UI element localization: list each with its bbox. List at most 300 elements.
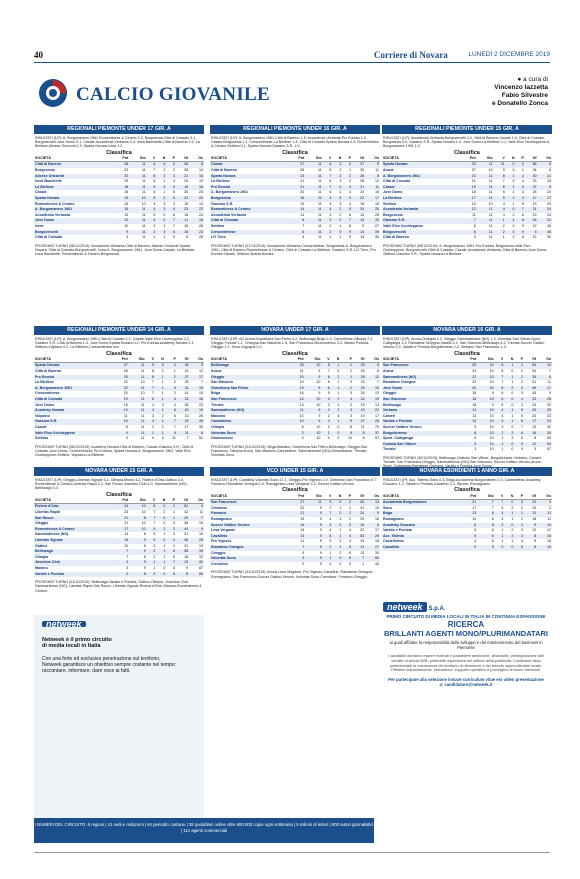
stat-cell: 28 [184, 168, 189, 172]
stat-cell: 45 [532, 391, 537, 396]
team-name: Gravellona San Pietro [210, 386, 288, 392]
team-name: Casale [35, 424, 47, 429]
stat-cell: 6 [494, 185, 506, 191]
stat-cell: 8 [173, 565, 175, 570]
stat-cell: 25 [460, 363, 477, 369]
stat-cell: 6 [173, 413, 176, 418]
column-header: Gio [477, 156, 494, 162]
team-name: Trecate [211, 402, 224, 407]
stat-cell: 3 [342, 523, 352, 529]
panel-title: REGIONALI PIEMONTE UNDER 15 GIR. A [382, 125, 552, 134]
team-name: Città di Cossato [35, 235, 63, 240]
stat-cell: 11 [360, 424, 365, 429]
stat-cell: 15 [199, 391, 203, 396]
team-name: Arona [383, 168, 394, 172]
stat-cell: 3 [321, 419, 330, 425]
stat-cell: 0 [504, 500, 514, 506]
stat-cell: 11 [537, 511, 552, 517]
team-name: Arona [211, 369, 222, 373]
stat-cell: 7 [352, 556, 365, 562]
stat-cell: 8 [125, 424, 128, 429]
team-name: Cireggio [211, 550, 226, 555]
team-name: Volpiano [35, 413, 50, 418]
stat-cell: 12 [112, 218, 129, 224]
stat-cell: 5 [153, 532, 156, 537]
column-header: N [504, 357, 514, 363]
stat-cell: 4 [516, 185, 525, 191]
stat-cell: 5 [501, 505, 504, 510]
stat-cell: 13 [532, 212, 537, 217]
stat-cell: 33 [524, 397, 537, 403]
team-name: Sammartinese (NO) [382, 375, 460, 381]
table-row [34, 235, 204, 241]
team-name: LG Trino [211, 235, 226, 240]
team-name: Castelletese [383, 539, 404, 544]
stat-cell: 11 [305, 196, 322, 202]
stat-cell: 11 [129, 431, 146, 437]
team-name: San Rocco [34, 516, 112, 522]
stat-cell: 20 [460, 386, 477, 392]
stat-cell: 25 [189, 538, 204, 544]
stat-cell: 6 [491, 539, 494, 544]
stat-cell: 11 [317, 190, 322, 195]
stat-cell: 1 [323, 556, 333, 562]
team-name: Oleggio [210, 375, 288, 381]
stat-cell: 24 [177, 419, 190, 425]
stat-cell: 7 [151, 380, 154, 385]
stat-cell: 11 [477, 162, 494, 168]
stat-cell: 5 [521, 201, 524, 206]
team-name: Sparta Novara [382, 162, 460, 168]
column-header: P [514, 357, 524, 363]
stat-cell: 10 [316, 424, 321, 429]
stat-cell: 17 [547, 528, 551, 533]
stat-cell: 2 [323, 218, 333, 224]
team-name: La Biellese [35, 380, 54, 385]
stat-cell: 1 [163, 190, 166, 195]
stat-cell: 3 [288, 556, 305, 562]
stat-cell: 20 [112, 174, 129, 180]
stat-cell: 9 [305, 556, 322, 562]
stat-cell: 22 [360, 528, 365, 533]
stat-cell: 9 [365, 511, 380, 517]
stat-cell: 2 [339, 168, 342, 172]
column-header: Gs [366, 357, 380, 363]
stat-cell: 16 [299, 391, 304, 396]
team-name: Sano [383, 505, 392, 510]
stat-cell: 6 [521, 436, 523, 441]
stat-cell: 10 [141, 201, 146, 206]
stat-cell: 18 [375, 539, 379, 544]
team-name: Casale [210, 162, 288, 168]
stat-cell: 0 [504, 523, 514, 529]
stat-cell: 2 [163, 510, 166, 514]
results-text: RISULTATI (10ª): Oleggio-Libertas Vignale 5-1, Olimpia-Momo 4-2, Riviera d'Orta-Gattico 2-0, Romentinese & Cerano-Libertas Rapid 2-2, San Rocco-Juventus Club 4-0, Sammartinese (NO)-Bellinzago 0-3. [35, 478, 188, 491]
stat-cell: 7 [491, 505, 494, 510]
stat-cell: 1 [163, 543, 166, 548]
stat-cell: 1 [146, 431, 155, 437]
stat-cell: 6 [501, 402, 504, 407]
team-name: Cannobiese [210, 419, 288, 425]
stat-cell: 6 [474, 436, 477, 441]
stat-cell: 8 [350, 424, 353, 429]
results-text: RISULTATI (10ª): AG Arona-Gravellona San Pietro 4-2, Bellinzago-Briga 2-0, Cannobiese-Olimpia 7-2, Oleggio-Trecate 1-1, Omegna-San Maurizio 1-5, San Francesco-Mezzomerico 3-3, Varallo Pombia-Oleggio 1-1, Suno-Vogogna 2-0. [211, 337, 374, 350]
stat-cell: 24 [532, 402, 537, 407]
stat-cell: 9 [349, 561, 351, 566]
stat-cell: 40 [538, 230, 552, 236]
stat-cell: 0 [332, 185, 342, 191]
stat-cell: 28 [353, 375, 366, 381]
ad-contact: Per partecipare alla selezione inviare curriculum vitae e/o video presentazione a: candidature@netweek.it [388, 677, 544, 688]
stat-cell: 2 [339, 212, 342, 217]
stat-cell: 2 [339, 539, 342, 544]
section-logo-icon [38, 78, 68, 108]
stat-cell: 21 [288, 511, 305, 517]
stat-cell: 6 [329, 190, 332, 195]
column-header: Pnt [460, 494, 477, 500]
stat-cell: 17 [524, 419, 537, 425]
stat-cell: 42 [184, 510, 189, 514]
stat-cell: 3 [166, 185, 176, 191]
stat-cell: 11 [140, 436, 145, 441]
stat-cell: 4 [349, 539, 351, 544]
stat-cell: 23 [124, 510, 129, 514]
stat-cell: 6 [477, 534, 494, 540]
stat-cell: 1 [155, 386, 165, 392]
stat-cell: 2 [331, 397, 341, 403]
team-name: Academy Gozzano [382, 523, 460, 529]
stat-cell: 9 [538, 185, 552, 191]
stat-cell: 21 [538, 218, 552, 224]
stat-cell: 7 [302, 223, 305, 228]
stat-cell: 3 [166, 174, 176, 180]
stat-cell: 10 [477, 363, 494, 369]
stat-cell: 1 [495, 442, 505, 448]
stat-cell: 2 [329, 223, 332, 228]
stat-cell: 9 [323, 500, 333, 506]
stat-cell: 23 [189, 230, 204, 236]
stat-cell: 2 [331, 408, 341, 414]
stat-cell: 33 [365, 218, 380, 224]
stat-cell: 5 [538, 162, 552, 168]
stat-cell: 0 [511, 402, 514, 407]
stat-cell: 11 [477, 174, 494, 180]
team-name: Volontas Suno [210, 431, 288, 437]
stat-cell: 23 [199, 190, 203, 195]
stat-cell: 4 [501, 413, 504, 418]
stat-cell: 41 [184, 391, 189, 396]
stat-cell: 14 [288, 397, 304, 403]
stat-cell: 7 [166, 218, 176, 224]
byline-lead: ● a cura di [517, 76, 548, 83]
stat-cell: 1 [161, 391, 164, 396]
stat-cell: 1 [349, 505, 351, 510]
author: e Donatello Zonca [492, 100, 548, 107]
stat-cell: 10 [316, 402, 321, 407]
stat-cell: 8 [366, 363, 380, 369]
column-header: V [321, 357, 330, 363]
stat-cell: 19 [199, 543, 203, 548]
stat-cell: 10 [477, 397, 494, 403]
stat-cell: 1 [153, 235, 156, 240]
stat-cell: 39 [360, 369, 365, 373]
column-header: SOCIETÀ [34, 498, 112, 504]
stat-cell: 11 [488, 190, 493, 195]
stat-cell: 10 [305, 397, 322, 403]
stat-cell: 0 [301, 436, 304, 441]
stat-cell: 15 [537, 534, 552, 540]
stat-cell: 11 [494, 162, 506, 168]
column-header: N [332, 494, 342, 500]
stat-cell: 10 [140, 380, 145, 385]
stat-cell: 10 [299, 413, 304, 418]
stat-cell: 7 [201, 380, 203, 385]
stat-cell: 1 [501, 528, 504, 533]
stat-cell: 8 [146, 375, 155, 381]
stat-cell: 2 [173, 168, 175, 172]
team-name: Soccer Gattico Veruno [210, 523, 288, 529]
stat-cell: 7 [173, 424, 176, 429]
stat-cell: 4 [495, 511, 505, 517]
section-title: CALCIO GIOVANILE [76, 84, 270, 105]
team-name: Settimo [211, 223, 225, 228]
stat-cell: 4 [525, 230, 538, 236]
stat-cell: 0 [512, 168, 515, 172]
stat-cell: 39 [190, 419, 204, 425]
stat-cell: 11 [141, 168, 146, 172]
team-name: A. Borgomanero 1961 [211, 190, 249, 195]
stat-cell: 4 [151, 402, 154, 407]
stat-cell: 10 [489, 380, 494, 385]
stat-cell: 1 [339, 528, 342, 533]
stat-cell: 4 [323, 196, 333, 202]
stat-cell: 4 [340, 397, 353, 403]
team-name: Juve Domo [382, 386, 460, 392]
column-header: Gio [305, 494, 322, 500]
stat-cell: 3 [342, 196, 352, 202]
stat-cell: 4 [146, 408, 155, 414]
stat-cell: 24 [537, 419, 552, 425]
stat-cell: 1 [155, 397, 165, 403]
stat-cell: 2 [521, 380, 523, 385]
stat-cell: 2 [173, 391, 176, 396]
stat-cell: 2 [151, 424, 154, 429]
stat-cell: 12 [532, 223, 537, 228]
stat-cell: 0 [155, 363, 165, 369]
column-header: Gf [525, 156, 538, 162]
stat-cell: 2 [549, 505, 551, 510]
stat-cell: 17 [537, 386, 552, 392]
team-name: Juve Domo [35, 402, 55, 407]
stat-cell: 15 [547, 539, 551, 544]
stat-cell: 4 [337, 402, 340, 407]
stat-cell: 9 [349, 235, 351, 240]
stat-cell: 5 [342, 545, 352, 551]
stat-cell: 0 [332, 511, 342, 517]
stat-cell: 7 [165, 419, 177, 425]
team-name: Ovaiola San Vittore [382, 442, 460, 448]
stat-cell: 6 [173, 212, 175, 217]
stat-cell: 0 [156, 572, 166, 578]
stat-cell: 18 [184, 201, 189, 206]
stat-cell: 67 [547, 447, 551, 452]
stat-cell: 3 [339, 516, 342, 521]
stat-cell: 14 [199, 201, 203, 206]
stat-cell: 21 [288, 185, 305, 191]
stat-cell: 20 [177, 408, 190, 414]
stat-cell: 2 [327, 413, 330, 418]
team-name: Ramatese Omegna [210, 545, 288, 551]
stat-cell: 8 [143, 554, 146, 559]
stat-cell: 11 [300, 212, 305, 217]
stat-cell: 26 [375, 212, 379, 217]
team-name: Romentinese & Cerano [210, 207, 288, 213]
stat-cell: 2 [173, 532, 175, 537]
stat-cell: 4 [321, 397, 330, 403]
stat-cell: 4 [323, 534, 333, 540]
stat-cell: 23 [547, 413, 551, 418]
classifica-heading: Classifica [454, 149, 480, 156]
column-header: Gf [524, 494, 537, 500]
stat-cell: 9 [186, 565, 189, 570]
stat-cell: 10 [129, 527, 146, 533]
stat-cell: 1 [155, 419, 165, 425]
stat-cell: 4 [173, 402, 176, 407]
stat-cell: 22 [123, 380, 128, 385]
table-row [382, 545, 552, 551]
stat-cell: 7 [189, 516, 204, 522]
stat-cell: 40 [352, 500, 365, 506]
stat-cell: 9 [305, 386, 322, 392]
stat-cell: 4 [506, 218, 516, 224]
stat-cell: 11 [123, 413, 128, 418]
stat-cell: 44 [375, 561, 379, 566]
team-name: San Maurizio [211, 380, 234, 385]
stat-cell: 16 [525, 218, 538, 224]
column-header: P [516, 156, 525, 162]
stat-cell: 19 [288, 386, 304, 392]
stat-cell: 0 [302, 561, 305, 566]
stat-cell: 2 [506, 196, 516, 202]
stat-cell: 22 [177, 397, 190, 403]
team-name: Omussesese [211, 436, 234, 441]
promo-line: Con una forte ed esclusiva penetrazione sul territorio, [42, 655, 161, 662]
column-header: SOCIETÀ [210, 494, 288, 500]
recruitment-ad-header [383, 597, 549, 612]
stat-cell: 39 [189, 549, 204, 555]
stat-cell: 1 [173, 510, 175, 514]
stat-cell: 21 [299, 369, 304, 373]
netweek-numbers-banner: I NUMERI DEL CIRCUITO: 6 regioni | 41 sedi e redazioni | 64 periodici cartacei | 38 quotidiani online oltre 600.000 copie ogni settimana | 9 milioni di lettori | 600 autori giornalistici | 114 agenti commerciali [34, 818, 374, 843]
stat-cell: 3 [329, 539, 332, 544]
stat-cell: 4 [147, 218, 157, 224]
stat-cell: 2 [173, 380, 176, 385]
stat-cell: 22 [189, 207, 204, 213]
stat-cell: 3 [161, 402, 164, 407]
panel-title: NOVARA ESORDIENTI 1 ANNO GIR. A [382, 467, 552, 476]
column-header: Gs [538, 156, 552, 162]
classifica-heading: Classifica [282, 350, 308, 357]
next-round-text: PROSSIMO TURNO (01/12/2019): Arona-Lesa Vergante, Pro Vigezzo-Cavallirio, Ramatese Omegna-Romagnano, San Francesco-Soccer Gattico Veruno, Volontas Suno-Crevolese, Fomarco-Cireggio. [211, 570, 373, 579]
stat-cell: 28 [360, 179, 365, 184]
team-name: Briga [211, 391, 221, 396]
stat-cell: 3 [521, 402, 523, 407]
team-name: Crevolese [211, 561, 229, 566]
stat-cell: 1 [504, 511, 514, 517]
stat-cell: 3 [521, 190, 524, 195]
stat-cell: 15 [189, 174, 204, 180]
stat-cell: 10 [489, 424, 494, 429]
stat-cell: 4 [494, 207, 506, 213]
stat-cell: 7 [147, 516, 157, 522]
stat-cell: 7 [521, 424, 523, 429]
stat-cell: 3 [332, 162, 342, 168]
stat-cell: 9 [165, 431, 177, 437]
stat-cell: 26 [123, 369, 128, 373]
stat-cell: 2 [339, 190, 342, 195]
stat-cell: 0 [512, 223, 515, 228]
stat-cell: 5 [302, 550, 305, 555]
team-name: Cavallirio [382, 545, 460, 551]
stat-cell: 3 [350, 380, 353, 385]
author: Fabio Silvestre [501, 92, 548, 99]
stat-cell: 8 [323, 162, 333, 168]
stat-cell: 30 [184, 190, 189, 195]
stat-cell: 3 [329, 212, 332, 217]
stat-cell: 3 [460, 442, 477, 448]
stat-cell: 1 [163, 223, 166, 228]
stat-cell: 25 [288, 363, 304, 369]
column-header: P [166, 498, 176, 504]
stat-cell: 7 [153, 521, 156, 526]
stat-cell: 11 [305, 500, 322, 506]
stat-cell: 41 [360, 505, 365, 510]
stat-cell: 4 [514, 397, 524, 403]
team-name: Sparta Novara [34, 196, 112, 202]
stat-cell: 17 [375, 413, 379, 418]
stat-cell: 1 [514, 511, 524, 517]
stat-cell: 1 [511, 516, 514, 521]
stat-cell: 2 [332, 207, 342, 213]
team-name: A. Borgomanero 1961 [34, 207, 112, 213]
stat-cell: 37 [366, 431, 380, 437]
stat-cell: 2 [147, 230, 157, 236]
column-header: Pnt [288, 494, 305, 500]
table-row [34, 436, 204, 442]
stat-cell: 87 [199, 565, 203, 570]
stat-cell: 21 [300, 179, 305, 184]
stat-cell: 6 [491, 528, 494, 533]
stat-cell: 2 [331, 375, 341, 381]
stat-cell: 7 [495, 375, 505, 381]
stat-cell: 6 [460, 230, 477, 236]
stat-cell: 26 [300, 168, 305, 172]
column-header: N [331, 357, 341, 363]
stat-cell: 21 [176, 174, 189, 180]
stat-cell: 20 [288, 375, 304, 381]
team-name: Borgosesia [383, 212, 403, 217]
stat-cell: 11 [172, 436, 176, 441]
stat-cell: 30 [375, 235, 379, 240]
panel-title: NOVARA UNDER 15 GIR. A [34, 467, 204, 476]
stat-cell: 27 [288, 500, 305, 506]
stat-cell: 3 [537, 500, 552, 506]
stat-cell: 8 [534, 436, 537, 441]
standings-table [210, 357, 380, 442]
stat-cell: 2 [340, 386, 353, 392]
stat-cell: 9 [521, 223, 524, 228]
stat-cell: 2 [161, 369, 164, 373]
